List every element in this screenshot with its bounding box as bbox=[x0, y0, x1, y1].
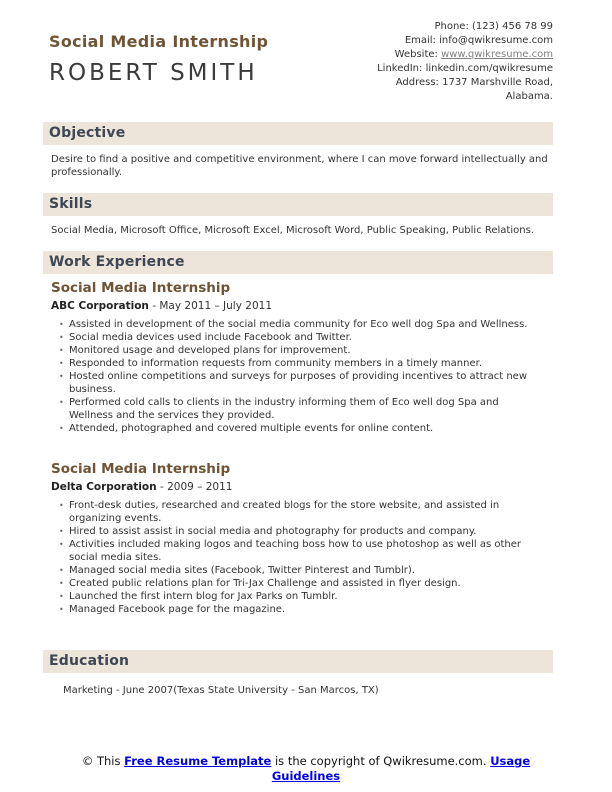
bullet-dot: • bbox=[59, 320, 64, 329]
bullet-item bbox=[51, 577, 553, 590]
jobs bbox=[43, 280, 553, 616]
bullet-item bbox=[51, 370, 553, 396]
bullet-dot: • bbox=[59, 359, 64, 368]
bullet-text: Hired to assist assist in social media and photography for products and company. bbox=[69, 526, 477, 537]
bullet-text: Managed Facebook page for the magazine. bbox=[69, 604, 286, 615]
bullet-dot: • bbox=[59, 424, 64, 433]
bullet-item bbox=[51, 603, 553, 616]
bullet-item bbox=[51, 396, 553, 422]
contact-value: 1737 Marshville Road, Alabama. bbox=[442, 77, 553, 102]
job-title: Social Media Internship bbox=[51, 461, 231, 477]
bullet-dot: • bbox=[59, 501, 64, 510]
job-title: Social Media Internship bbox=[51, 280, 231, 296]
job-entry bbox=[43, 461, 553, 616]
bullet-item bbox=[51, 344, 553, 357]
bullet-item bbox=[51, 538, 553, 564]
contact-value: info@qwikresume.com bbox=[439, 35, 553, 46]
bullet-text: Launched the first intern blog for Jax Parks on Tumblr. bbox=[69, 591, 338, 602]
bullet-text: Managed social media sites (Facebook, Twitter Pinterest and Tumblr). bbox=[69, 565, 415, 576]
section-work-experience bbox=[43, 251, 553, 616]
skills-text: Social Media, Microsoft Office, Microsoft Excel, Microsoft Word, Public Speaking, Public Relations. bbox=[51, 225, 534, 236]
bullet-item bbox=[51, 564, 553, 577]
skills-heading: Skills bbox=[43, 193, 553, 216]
job-bullets bbox=[51, 499, 553, 616]
free-resume-template-link[interactable]: Free Resume Template bbox=[124, 754, 272, 768]
contact-line bbox=[373, 48, 553, 62]
job-dates: - 2009 – 2011 bbox=[159, 481, 233, 493]
bullet-dot: • bbox=[59, 566, 64, 575]
education-text: Marketing - June 2007(Texas State University - San Marcos, TX) bbox=[63, 685, 379, 696]
footer-copyright-prefix: © This bbox=[81, 754, 125, 768]
footer bbox=[0, 754, 612, 784]
bullet-text: Attended, photographed and covered multiple events for online content. bbox=[69, 423, 434, 434]
bullet-text: Performed cold calls to clients in the industry informing them of Eco well dog Spa and Wellness and the services they provided. bbox=[69, 397, 499, 421]
education-heading: Education bbox=[43, 650, 553, 673]
bullet-text: Monitored usage and developed plans for improvement. bbox=[69, 345, 351, 356]
job-dates: - May 2011 – July 2011 bbox=[152, 300, 272, 312]
document-title: Social Media Internship bbox=[49, 32, 269, 51]
bullet-dot: • bbox=[59, 333, 64, 342]
job-bullets bbox=[51, 318, 553, 435]
usage-guidelines-link[interactable]: Usage Guidelines bbox=[271, 754, 531, 783]
bullet-text: Hosted online competitions and surveys for purposes of providing incentives to attract new business. bbox=[69, 371, 528, 395]
bullet-item bbox=[51, 422, 553, 435]
job-company-line bbox=[51, 481, 553, 493]
contact-line bbox=[373, 20, 553, 34]
contact-value: (123) 456 78 99 bbox=[472, 21, 553, 32]
section-objective bbox=[43, 122, 553, 179]
job-entry bbox=[43, 280, 553, 435]
bullet-dot: • bbox=[59, 592, 64, 601]
bullet-dot: • bbox=[59, 527, 64, 536]
contact-label: LinkedIn: bbox=[377, 63, 423, 74]
job-company: ABC Corporation bbox=[51, 300, 149, 312]
footer-copyright-middle: is the copyright of Qwikresume.com. bbox=[271, 754, 491, 768]
contact-line bbox=[373, 62, 553, 76]
contact-label: Address: bbox=[395, 77, 439, 88]
contact-label: Phone: bbox=[434, 21, 469, 32]
bullet-text: Created public relations plan for Tri-Jax Challenge and assisted in flyer design. bbox=[69, 578, 461, 589]
bullet-item bbox=[51, 331, 553, 344]
contact-value: linkedin.com/qwikresume bbox=[425, 63, 553, 74]
work-experience-heading: Work Experience bbox=[43, 251, 553, 274]
bullet-dot: • bbox=[59, 398, 64, 407]
bullet-item bbox=[51, 525, 553, 538]
header-title-block bbox=[43, 20, 268, 104]
bullet-dot: • bbox=[59, 605, 64, 614]
bullet-dot: • bbox=[59, 372, 64, 381]
bullet-item bbox=[51, 318, 553, 331]
contact-info bbox=[373, 20, 553, 104]
bullet-item bbox=[51, 357, 553, 370]
contact-line bbox=[373, 34, 553, 48]
bullet-text: Social media devices used include Facebook and Twitter. bbox=[69, 332, 352, 343]
objective-heading: Objective bbox=[43, 122, 553, 145]
bullet-dot: • bbox=[59, 579, 64, 588]
job-company-line bbox=[51, 300, 553, 312]
bullet-item bbox=[51, 499, 553, 525]
person-name: ROBERT SMITH bbox=[49, 60, 258, 86]
job-company: Delta Corporation bbox=[51, 481, 157, 493]
bullet-text: Responded to information requests from community members in a timely manner. bbox=[69, 358, 482, 369]
section-education bbox=[43, 650, 553, 697]
contact-label: Website: bbox=[394, 49, 438, 60]
bullet-text: Activities included making logos and teaching boss how to use photoshop as well as other social media sites. bbox=[69, 539, 522, 563]
section-skills bbox=[43, 193, 553, 237]
bullet-text: Front-desk duties, researched and created blogs for the store website, and assisted in organizing events. bbox=[69, 500, 500, 524]
header bbox=[43, 20, 553, 104]
contact-line bbox=[373, 76, 553, 104]
bullet-item bbox=[51, 590, 553, 603]
objective-text: Desire to find a positive and competitive environment, where I can move forward intellectually and professionally. bbox=[51, 154, 548, 178]
bullet-dot: • bbox=[59, 346, 64, 355]
contact-label: Email: bbox=[404, 35, 436, 46]
bullet-text: Assisted in development of the social media community for Eco well dog Spa and Wellness. bbox=[69, 319, 528, 330]
bullet-dot: • bbox=[59, 540, 64, 549]
website-link[interactable]: www.qwikresume.com bbox=[441, 49, 553, 60]
